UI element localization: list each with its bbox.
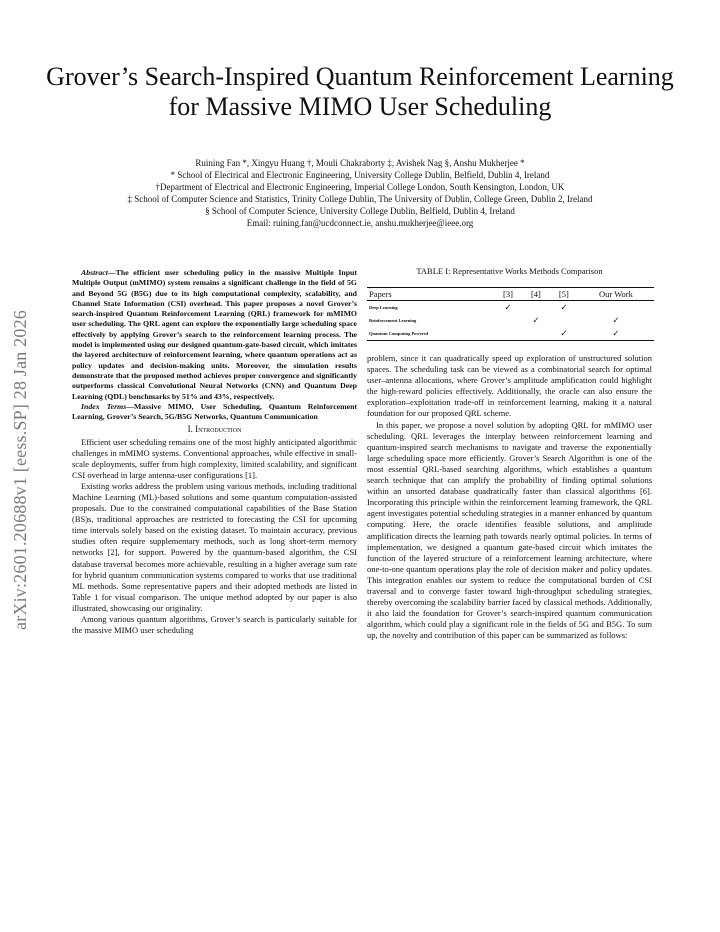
table-cell: [522, 327, 550, 341]
affiliation-3: ‡ School of Computer Science and Statistics, Trinity College Dublin, The University of Dublin, College Green, Dublin 2, Ireland: [127, 194, 593, 204]
index-terms: [72, 402, 357, 423]
table-cell: [522, 301, 550, 315]
arxiv-identifier: arXiv:2601.20688v1 [eess.SP] 28 Jan 2026: [10, 310, 30, 630]
body-paragraph-1: problem, since it can quadratically speed up exploration of unstructured solution spaces. The scheduling task can be viewed as a combinatorial search for optimal user–antenna allocations, where Grover’s amplitude amplification could highlight the high-reward policies effectively. Additionally, the oracle can also ensure the exploration–exploitation trade-off in reinforcement learning, making it a natural foundation for our proposed QRL scheme.: [367, 353, 652, 419]
contact-email: Email: ruining.fan@ucdconnect.ie, anshu.mukherjee@ieee.org: [246, 218, 474, 228]
table-cell: ✓: [504, 302, 512, 312]
table-header-cell: [5]: [550, 288, 578, 301]
table-cell: ✓: [560, 302, 568, 312]
table-row: [367, 327, 654, 341]
affiliation-2: †Department of Electrical and Electronic Engineering, Imperial College London, South Kensington, London, UK: [155, 182, 565, 192]
table-cell: ✓: [612, 315, 620, 325]
table-header-cell: Our Work: [578, 288, 654, 301]
intro-paragraph-3: Among various quantum algorithms, Grover’s search is particularly suitable for the massive MIMO user scheduling: [72, 614, 357, 636]
table-header-cell: [3]: [494, 288, 522, 301]
table-cell: ✓: [532, 315, 540, 325]
table-cell: [494, 327, 522, 341]
index-terms-text: —Massive MIMO, User Scheduling, Quantum Reinforcement Learning, Grover’s Search, 5G/B5G Networks, Quantum Communication: [72, 401, 358, 422]
affiliation-1: * School of Electrical and Electronic Engineering, University College Dublin, Belfield, Dublin 4, Ireland: [170, 170, 550, 180]
right-column: [367, 353, 652, 641]
index-terms-label: Index Terms: [81, 401, 127, 411]
table-cell: [494, 314, 522, 327]
left-column: [72, 268, 357, 636]
author-names: Ruining Fan *, Xingyu Huang †, Mouli Chakraborty ‡, Avishek Nag §, Anshu Mukherjee *: [195, 158, 525, 168]
table-header-row: [367, 288, 654, 301]
table-row-label: Quantum Computing Powered: [367, 327, 494, 341]
table-row-label: Reinforcement Learning: [369, 318, 417, 323]
page-title: Grover’s Search-Inspired Quantum Reinforcement Learning for Massive MIMO User Scheduling: [46, 62, 674, 121]
table-caption: TABLE I: Representative Works Methods Comparison: [416, 266, 603, 276]
table-row: [367, 301, 654, 315]
abstract-label: Abstract: [81, 268, 108, 277]
table-cell: ✓: [578, 327, 654, 341]
table-header-cell: Papers: [367, 288, 494, 301]
section-heading-introduction: I. Introduction: [187, 424, 242, 435]
intro-paragraph-1: Efficient user scheduling remains one of the most highly anticipated algorithmic challenges in mMIMO systems. Conventional approaches, while effective in small-scale deployments, suffer from high complexity, limited scalability, and significant CSI overhead in large antenna-user configurations [1].: [72, 436, 357, 480]
intro-paragraph-2: Existing works address the problem using various methods, including traditional Machine Learning (ML)-based solutions and some quantum computation-assisted proposals. Due to the constrained computational capabilities of the Base Station (BS)s, traditional approaches are restricted to forecasting the CSI for upcoming time intervals solely based on the existing dataset. To maintain accuracy, previous studies often require supplementary methods, such as long short-term memory networks [2], for support. Powered by the quantum-based algorithm, the CSI database traversal becomes more achievable, resulting in a higher average sum rate for hybrid quantum communication systems compared to works that use traditional ML methods. Some representative papers and their adopted methods are listed in Table 1 for visual comparison. The unique method adopted by our paper is also illustrated, showcasing our originality.: [72, 480, 357, 613]
author-block: [20, 157, 700, 229]
body-paragraph-2: In this paper, we propose a novel solution by adopting QRL for mMIMO user scheduling. QRL leverages the interplay between reinforcement learning and quantum-inspired search mechanisms to navigate and traverse the exponentially large scheduling space more efficiently. Grover’s Search Algorithm is one of the most essential QRL-based searching algorithms, which establishes a quantum search technique that can amplify the probability of finding optimal solutions within an unsorted database quadratically faster than classical algorithms [6]. Incorporating this principle within the reinforcement learning framework, the QRL agent investigates potential scheduling strategies in a manner enhanced by quantum computing. Here, the oracle identifies feasible solutions, and amplitude amplification directs the learning path towards nearly optimal policies. In terms of implementation, we designed a quantum gate-based circuit which imitates the function of the layered structure of a reinforcement learning architecture, where one-to-one quantum operations play the role of decision maker and policy updates. This integration enables our system to reduce the computational burden of CSI traversal and to converge faster toward high-throughput scheduling strategies, thereby overcoming the scalability barrier faced by classical methods. Additionally, it also laid the foundation for Grover’s search-inspired quantum communication algorithm, which could play a significant role in the fields of 5G and B5G. To sum up, the novelty and contribution of this paper can be summarized as follows:: [367, 419, 652, 641]
table-row: [367, 314, 654, 327]
table-cell: ✓: [550, 327, 578, 341]
affiliation-4: § School of Computer Science, University College Dublin, Belfield, Dublin 4, Ireland: [205, 206, 515, 216]
comparison-table: [367, 287, 654, 341]
table-row-label: Deep Learning: [369, 305, 398, 310]
table-header-cell: [4]: [522, 288, 550, 301]
abstract: [72, 268, 357, 402]
table-cell: [550, 314, 578, 327]
abstract-text: —The efficient user scheduling policy in the massive Multiple Input Multiple Output (mMIMO) system remains a significant challenge in the field of 5G and Beyond 5G (B5G) due to its high computational complexity, scalability, and Channel State Information (CSI) overhead. This paper proposes a novel Grover’s search-inspired Quantum Reinforcement Learning (QRL) framework for mMIMO user scheduling. The QRL agent can explore the exponentially large scheduling space effectively by applying Grover’s search to the reinforcement learning process. The model is implemented using our designed quantum-gate-based circuit, which imitates the layered architecture of reinforcement learning, where quantum operations act as policy updates and decision-making units. Moreover, the simulation results demonstrate that the proposed method achieves proper convergence and significantly outperforms classical Convolutional Neural Networks (CNN) and Quantum Deep Learning (QDL) benchmarks by 51% and 43%, respectively.: [72, 268, 357, 401]
table-cell: [578, 301, 654, 315]
